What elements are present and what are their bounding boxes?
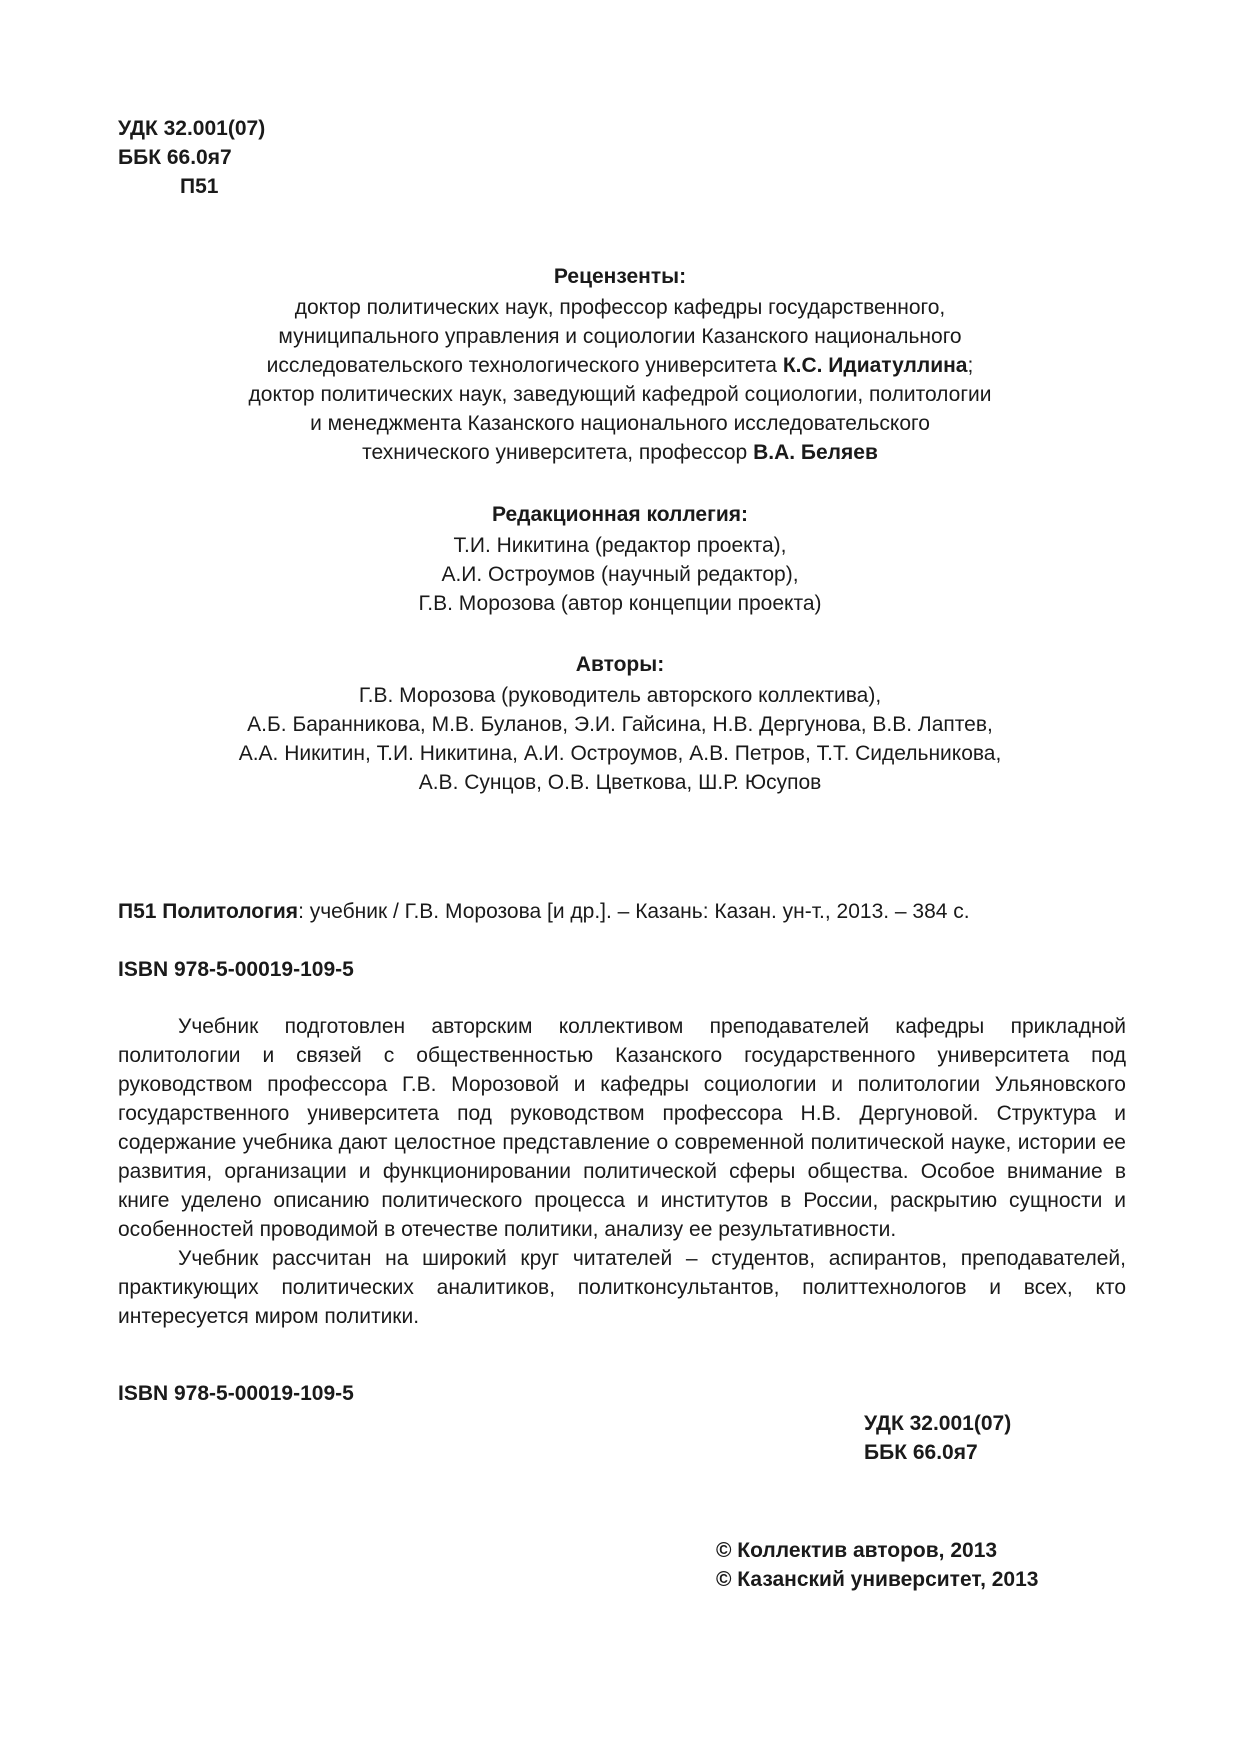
reviewer-line: доктор политических наук, профессор кафедры государственного,	[294, 296, 946, 319]
udk-code: УДК 32.001(07)	[118, 117, 266, 140]
udk-code: УДК 32.001(07)	[864, 1412, 1012, 1435]
reviewers-section	[120, 262, 1120, 467]
author-sign: П51	[180, 175, 219, 198]
annotation-paragraph: Учебник подготовлен авторским коллективом преподавателей кафедры прикладной политологии и связей с общественностью Казанского государственного университета под руководством профессора Г.В. Морозовой и кафедры социологии и политологии Ульяновского государственного университета под руководством профессора Н.В. Дергуновой. Структура и содержание учебника дают целостное представление о современной политической науке, истории ее развития, организации и функционировании политической сферы общества. Особое внимание в книге уделено описанию политического процесса и институтов в России, раскрытию сущности и особенностей проводимой в отечестве политики, анализу ее результативности.	[118, 1015, 1126, 1241]
editorial-member: Т.И. Никитина (редактор проекта),	[453, 534, 787, 557]
classification-codes-top	[118, 114, 265, 201]
authors-section	[120, 650, 1120, 797]
copyright-line: © Коллектив авторов, 2013	[716, 1539, 998, 1562]
citation-details: : учебник / Г.В. Морозова [и др.]. – Казань: Казан. ун-т., 2013. – 384 с.	[298, 900, 970, 923]
classification-codes-bottom	[864, 1409, 1011, 1467]
reviewer-punct: ;	[967, 354, 974, 377]
reviewer-line: доктор политических наук, заведующий кафедрой социологии, политологии	[248, 383, 992, 406]
authors-line: А.Б. Баранникова, М.В. Буланов, Э.И. Гайсина, Н.В. Дергунова, В.В. Лаптев,	[247, 713, 993, 736]
reviewer-line	[120, 438, 1120, 467]
bbk-code: ББК 66.0я7	[864, 1441, 978, 1464]
bbk-code: ББК 66.0я7	[118, 146, 232, 169]
annotation-section	[118, 1012, 1126, 1331]
editorial-member: Г.В. Морозова (автор концепции проекта)	[418, 592, 822, 615]
isbn-top: ISBN 978-5-00019-109-5	[118, 958, 354, 981]
isbn-bottom: ISBN 978-5-00019-109-5	[118, 1382, 354, 1405]
editorial-board-section	[120, 500, 1120, 618]
authors-heading: Авторы:	[575, 653, 665, 676]
reviewer-text: исследовательского технологического университета	[266, 354, 783, 377]
reviewer-name: К.С. Идиатуллина	[782, 354, 968, 377]
bibliographic-citation	[118, 897, 1128, 926]
reviewer-line: и менеджмента Казанского национального исследовательского	[310, 412, 930, 435]
editorial-board-heading: Редакционная коллегия:	[492, 503, 748, 526]
authors-line: Г.В. Морозова (руководитель авторского коллектива),	[358, 684, 882, 707]
citation-title: П51 Политология	[118, 900, 299, 923]
copyright-block	[716, 1536, 1038, 1594]
reviewer-text: технического университета, профессор	[362, 441, 754, 464]
copyright-line: © Казанский университет, 2013	[716, 1568, 1039, 1591]
authors-line: А.А. Никитин, Т.И. Никитина, А.И. Остроумов, А.В. Петров, Т.Т. Сидельникова,	[238, 742, 1002, 765]
reviewer-line: муниципального управления и социологии Казанского национального	[278, 325, 962, 348]
authors-line: А.В. Сунцов, О.В. Цветкова, Ш.Р. Юсупов	[418, 771, 822, 794]
reviewer-name: В.А. Беляев	[753, 441, 878, 464]
editorial-member: А.И. Остроумов (научный редактор),	[441, 563, 799, 586]
reviewers-heading: Рецензенты:	[553, 265, 687, 288]
annotation-paragraph: Учебник рассчитан на широкий круг читателей – студентов, аспирантов, преподавателей, практикующих политических аналитиков, политконсультантов, политтехнологов и всех, кто интересуется миром политики.	[118, 1247, 1126, 1328]
reviewer-line	[120, 351, 1120, 380]
